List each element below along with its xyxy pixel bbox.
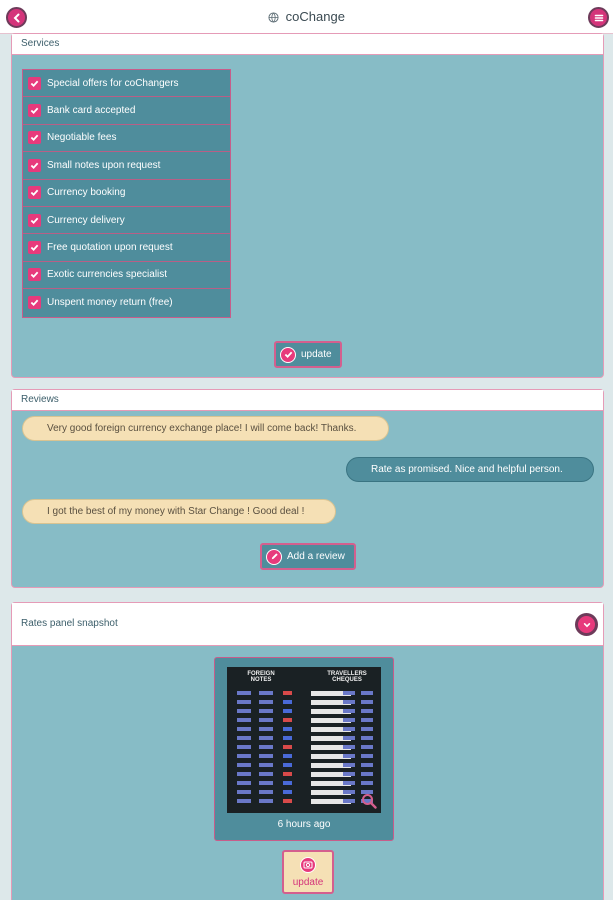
service-item[interactable]	[23, 97, 230, 124]
board-row	[233, 790, 375, 794]
board-row	[233, 727, 375, 731]
board-right-heading: TRAVELLERS CHEQUES	[327, 671, 367, 683]
service-item[interactable]	[23, 207, 230, 234]
services-list	[22, 69, 231, 318]
magnifier-icon[interactable]	[361, 793, 377, 809]
service-label: Free quotation upon request	[47, 242, 173, 254]
hamburger-menu-icon	[594, 13, 604, 23]
checkbox-checked-icon[interactable]	[28, 159, 41, 172]
rates-snapshot-card[interactable]	[214, 657, 394, 841]
service-item[interactable]	[23, 152, 230, 179]
review-bubble: Rate as promised. Nice and helpful person.	[346, 457, 594, 482]
service-label: Unspent money return (free)	[47, 297, 173, 309]
check-circle-icon	[280, 347, 296, 363]
checkbox-checked-icon[interactable]	[28, 214, 41, 227]
service-label: Negotiable fees	[47, 132, 117, 144]
service-item[interactable]	[23, 262, 230, 289]
board-row	[233, 754, 375, 758]
checkbox-checked-icon[interactable]	[28, 131, 41, 144]
service-label: Currency delivery	[47, 214, 125, 226]
review-bubble: I got the best of my money with Star Change ! Good deal !	[22, 499, 336, 524]
board-row	[233, 772, 375, 776]
board-row	[233, 781, 375, 785]
services-panel	[11, 33, 604, 378]
add-review-label: Add a review	[287, 551, 345, 562]
services-update-button[interactable]	[274, 341, 342, 368]
top-app-bar	[0, 0, 613, 34]
rates-board-image[interactable]	[227, 667, 381, 813]
review-bubble: Very good foreign currency exchange place! I will come back! Thanks.	[22, 416, 389, 441]
board-row	[233, 736, 375, 740]
board-row	[233, 799, 375, 803]
rates-panel	[11, 602, 604, 900]
checkbox-checked-icon[interactable]	[28, 104, 41, 117]
app-title	[0, 9, 613, 24]
add-review-button[interactable]	[260, 543, 356, 570]
service-label: Exotic currencies specialist	[47, 269, 168, 281]
camera-icon	[300, 857, 316, 873]
board-row	[233, 763, 375, 767]
checkbox-checked-icon[interactable]	[28, 268, 41, 281]
board-left-heading: FOREIGN NOTES	[247, 671, 275, 683]
menu-button[interactable]	[588, 7, 609, 28]
service-item[interactable]	[23, 180, 230, 207]
service-item[interactable]	[23, 125, 230, 152]
rates-title: Rates panel snapshot	[21, 618, 118, 629]
rates-toggle-button[interactable]	[575, 613, 598, 636]
globe-logo-icon	[268, 12, 279, 23]
snapshot-time: 6 hours ago	[277, 819, 331, 830]
reviews-panel	[11, 389, 604, 588]
board-row	[233, 718, 375, 722]
checkbox-checked-icon[interactable]	[28, 241, 41, 254]
service-label: Special offers for coChangers	[47, 77, 179, 89]
rates-update-label: update	[292, 876, 324, 888]
service-label: Bank card accepted	[47, 105, 136, 117]
reviews-header: Reviews	[12, 390, 603, 411]
app-title-text: coChange	[285, 9, 345, 24]
service-label: Currency booking	[47, 187, 126, 199]
checkbox-checked-icon[interactable]	[28, 186, 41, 199]
service-item[interactable]	[23, 234, 230, 261]
chevron-down-icon	[583, 621, 591, 629]
checkbox-checked-icon[interactable]	[28, 77, 41, 90]
service-label: Small notes upon request	[47, 159, 161, 171]
rates-header	[12, 603, 603, 646]
board-row	[233, 691, 375, 695]
board-row	[233, 700, 375, 704]
service-item[interactable]	[23, 70, 230, 97]
services-header: Services	[12, 34, 603, 55]
board-row	[233, 709, 375, 713]
services-update-label: update	[301, 349, 332, 360]
board-row	[233, 745, 375, 749]
rates-update-button[interactable]	[282, 850, 334, 894]
service-item[interactable]	[23, 289, 230, 316]
pencil-icon	[266, 549, 282, 565]
checkbox-checked-icon[interactable]	[28, 296, 41, 309]
